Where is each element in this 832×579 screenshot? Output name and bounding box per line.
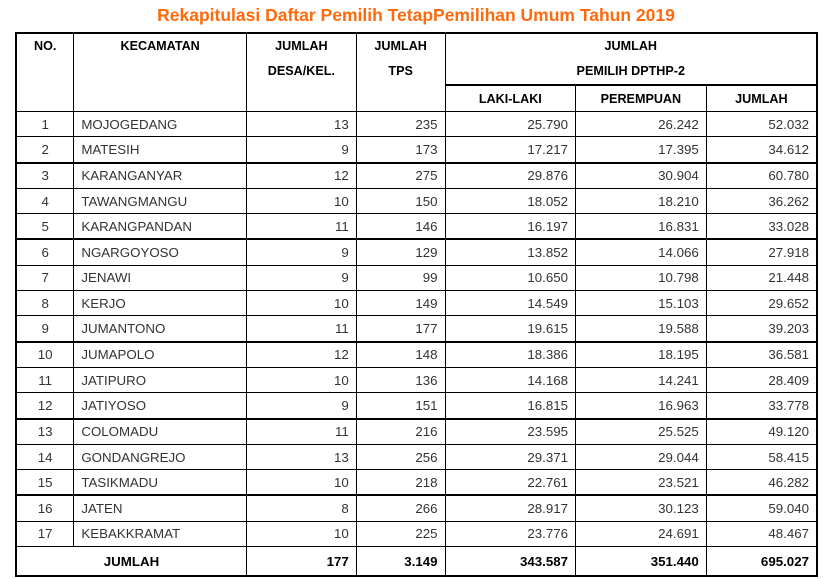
cell-perempuan: 18.210 xyxy=(576,188,707,213)
header-kecamatan: KECAMATAN xyxy=(74,33,247,112)
total-jumlah: 695.027 xyxy=(706,547,817,577)
cell-jumlah: 60.780 xyxy=(706,163,817,189)
cell-no: 11 xyxy=(16,367,74,392)
cell-jumlah: 34.612 xyxy=(706,137,817,163)
cell-no: 5 xyxy=(16,214,74,240)
cell-laki: 17.217 xyxy=(445,137,575,163)
cell-no: 4 xyxy=(16,188,74,213)
cell-laki: 28.917 xyxy=(445,495,575,521)
cell-laki: 19.615 xyxy=(445,316,575,342)
cell-no: 8 xyxy=(16,291,74,316)
cell-desa: 9 xyxy=(246,265,356,290)
header-laki: LAKI-LAKI xyxy=(445,85,575,112)
cell-perempuan: 14.066 xyxy=(576,239,707,265)
cell-tps: 256 xyxy=(356,444,445,469)
cell-jumlah: 36.262 xyxy=(706,188,817,213)
cell-no: 17 xyxy=(16,521,74,546)
cell-perempuan: 25.525 xyxy=(576,419,707,445)
cell-tps: 146 xyxy=(356,214,445,240)
cell-laki: 16.197 xyxy=(445,214,575,240)
voter-table xyxy=(15,32,818,577)
table-row xyxy=(16,521,817,546)
cell-perempuan: 23.521 xyxy=(576,470,707,496)
cell-jumlah: 33.028 xyxy=(706,214,817,240)
cell-perempuan: 15.103 xyxy=(576,291,707,316)
table-row xyxy=(16,188,817,213)
cell-jumlah: 46.282 xyxy=(706,470,817,496)
table-row xyxy=(16,291,817,316)
cell-perempuan: 16.831 xyxy=(576,214,707,240)
cell-desa: 13 xyxy=(246,444,356,469)
header-desa xyxy=(246,33,356,112)
total-tps: 3.149 xyxy=(356,547,445,577)
cell-no: 15 xyxy=(16,470,74,496)
cell-perempuan: 18.195 xyxy=(576,342,707,368)
cell-laki: 23.595 xyxy=(445,419,575,445)
cell-no: 16 xyxy=(16,495,74,521)
cell-tps: 148 xyxy=(356,342,445,368)
cell-desa: 10 xyxy=(246,291,356,316)
table-row xyxy=(16,495,817,521)
table-row xyxy=(16,163,817,189)
cell-desa: 11 xyxy=(246,214,356,240)
cell-perempuan: 14.241 xyxy=(576,367,707,392)
cell-desa: 9 xyxy=(246,393,356,419)
header-perempuan: PEREMPUAN xyxy=(576,85,707,112)
cell-tps: 173 xyxy=(356,137,445,163)
table-row xyxy=(16,444,817,469)
cell-kecamatan: MOJOGEDANG xyxy=(74,112,247,137)
cell-kecamatan: KARANGANYAR xyxy=(74,163,247,189)
cell-kecamatan: JUMANTONO xyxy=(74,316,247,342)
cell-jumlah: 29.652 xyxy=(706,291,817,316)
cell-tps: 177 xyxy=(356,316,445,342)
cell-tps: 149 xyxy=(356,291,445,316)
table-row xyxy=(16,214,817,240)
cell-no: 12 xyxy=(16,393,74,419)
cell-perempuan: 24.691 xyxy=(576,521,707,546)
cell-laki: 18.052 xyxy=(445,188,575,213)
cell-jumlah: 39.203 xyxy=(706,316,817,342)
cell-kecamatan: COLOMADU xyxy=(74,419,247,445)
cell-laki: 22.761 xyxy=(445,470,575,496)
cell-kecamatan: KERJO xyxy=(74,291,247,316)
cell-laki: 25.790 xyxy=(445,112,575,137)
cell-no: 10 xyxy=(16,342,74,368)
cell-jumlah: 27.918 xyxy=(706,239,817,265)
cell-perempuan: 19.588 xyxy=(576,316,707,342)
cell-laki: 29.371 xyxy=(445,444,575,469)
cell-tps: 218 xyxy=(356,470,445,496)
cell-tps: 235 xyxy=(356,112,445,137)
header-desa-line2: DESA/KEL. xyxy=(267,64,335,78)
total-perempuan: 351.440 xyxy=(576,547,707,577)
header-tps xyxy=(356,33,445,112)
header-jumlah: JUMLAH xyxy=(706,85,817,112)
table-row xyxy=(16,112,817,137)
cell-kecamatan: JATIYOSO xyxy=(74,393,247,419)
cell-laki: 18.386 xyxy=(445,342,575,368)
cell-perempuan: 10.798 xyxy=(576,265,707,290)
cell-no: 7 xyxy=(16,265,74,290)
cell-laki: 10.650 xyxy=(445,265,575,290)
table-row xyxy=(16,470,817,496)
cell-kecamatan: KARANGPANDAN xyxy=(74,214,247,240)
cell-kecamatan: GONDANGREJO xyxy=(74,444,247,469)
cell-tps: 129 xyxy=(356,239,445,265)
cell-no: 9 xyxy=(16,316,74,342)
cell-kecamatan: NGARGOYOSO xyxy=(74,239,247,265)
cell-jumlah: 52.032 xyxy=(706,112,817,137)
cell-kecamatan: JATEN xyxy=(74,495,247,521)
cell-kecamatan: JUMAPOLO xyxy=(74,342,247,368)
cell-jumlah: 33.778 xyxy=(706,393,817,419)
cell-jumlah: 49.120 xyxy=(706,419,817,445)
cell-tps: 275 xyxy=(356,163,445,189)
cell-laki: 23.776 xyxy=(445,521,575,546)
cell-kecamatan: KEBAKKRAMAT xyxy=(74,521,247,546)
cell-no: 14 xyxy=(16,444,74,469)
cell-jumlah: 21.448 xyxy=(706,265,817,290)
cell-kecamatan: JATIPURO xyxy=(74,367,247,392)
total-row xyxy=(16,547,817,577)
cell-perempuan: 26.242 xyxy=(576,112,707,137)
cell-jumlah: 58.415 xyxy=(706,444,817,469)
cell-desa: 8 xyxy=(246,495,356,521)
table-row xyxy=(16,239,817,265)
cell-perempuan: 16.963 xyxy=(576,393,707,419)
cell-perempuan: 29.044 xyxy=(576,444,707,469)
header-tps-line1: JUMLAH xyxy=(374,39,427,53)
cell-kecamatan: MATESIH xyxy=(74,137,247,163)
cell-tps: 225 xyxy=(356,521,445,546)
header-pemilih-line2: PEMILIH DPTHP-2 xyxy=(576,64,686,78)
cell-jumlah: 36.581 xyxy=(706,342,817,368)
cell-desa: 9 xyxy=(246,137,356,163)
header-pemilih xyxy=(445,33,817,85)
cell-no: 13 xyxy=(16,419,74,445)
table-row xyxy=(16,265,817,290)
cell-desa: 10 xyxy=(246,470,356,496)
table-row xyxy=(16,393,817,419)
cell-perempuan: 30.123 xyxy=(576,495,707,521)
header-desa-line1: JUMLAH xyxy=(275,39,328,53)
cell-laki: 14.168 xyxy=(445,367,575,392)
cell-tps: 150 xyxy=(356,188,445,213)
cell-laki: 16.815 xyxy=(445,393,575,419)
cell-tps: 151 xyxy=(356,393,445,419)
cell-desa: 13 xyxy=(246,112,356,137)
total-laki: 343.587 xyxy=(445,547,575,577)
cell-tps: 266 xyxy=(356,495,445,521)
cell-desa: 9 xyxy=(246,239,356,265)
cell-desa: 11 xyxy=(246,419,356,445)
cell-no: 2 xyxy=(16,137,74,163)
cell-jumlah: 28.409 xyxy=(706,367,817,392)
cell-tps: 99 xyxy=(356,265,445,290)
cell-tps: 136 xyxy=(356,367,445,392)
table-row xyxy=(16,342,817,368)
cell-desa: 12 xyxy=(246,342,356,368)
cell-jumlah: 48.467 xyxy=(706,521,817,546)
cell-desa: 10 xyxy=(246,521,356,546)
table-row xyxy=(16,137,817,163)
cell-perempuan: 17.395 xyxy=(576,137,707,163)
cell-kecamatan: TASIKMADU xyxy=(74,470,247,496)
page-title: Rekapitulasi Daftar Pemilih TetapPemilihan Umum Tahun 2019 xyxy=(157,5,675,25)
cell-kecamatan: JENAWI xyxy=(74,265,247,290)
cell-no: 6 xyxy=(16,239,74,265)
cell-perempuan: 30.904 xyxy=(576,163,707,189)
total-label: JUMLAH xyxy=(16,547,246,577)
cell-desa: 11 xyxy=(246,316,356,342)
header-tps-line2: TPS xyxy=(388,64,413,78)
table-row xyxy=(16,316,817,342)
cell-kecamatan: TAWANGMANGU xyxy=(74,188,247,213)
cell-laki: 29.876 xyxy=(445,163,575,189)
cell-desa: 12 xyxy=(246,163,356,189)
cell-no: 3 xyxy=(16,163,74,189)
table-row xyxy=(16,367,817,392)
table-row xyxy=(16,419,817,445)
cell-jumlah: 59.040 xyxy=(706,495,817,521)
header-no: NO. xyxy=(16,33,74,112)
header-pemilih-line1: JUMLAH xyxy=(604,39,658,53)
cell-laki: 13.852 xyxy=(445,239,575,265)
cell-desa: 10 xyxy=(246,367,356,392)
cell-no: 1 xyxy=(16,112,74,137)
cell-desa: 10 xyxy=(246,188,356,213)
cell-tps: 216 xyxy=(356,419,445,445)
cell-laki: 14.549 xyxy=(445,291,575,316)
total-desa: 177 xyxy=(246,547,356,577)
